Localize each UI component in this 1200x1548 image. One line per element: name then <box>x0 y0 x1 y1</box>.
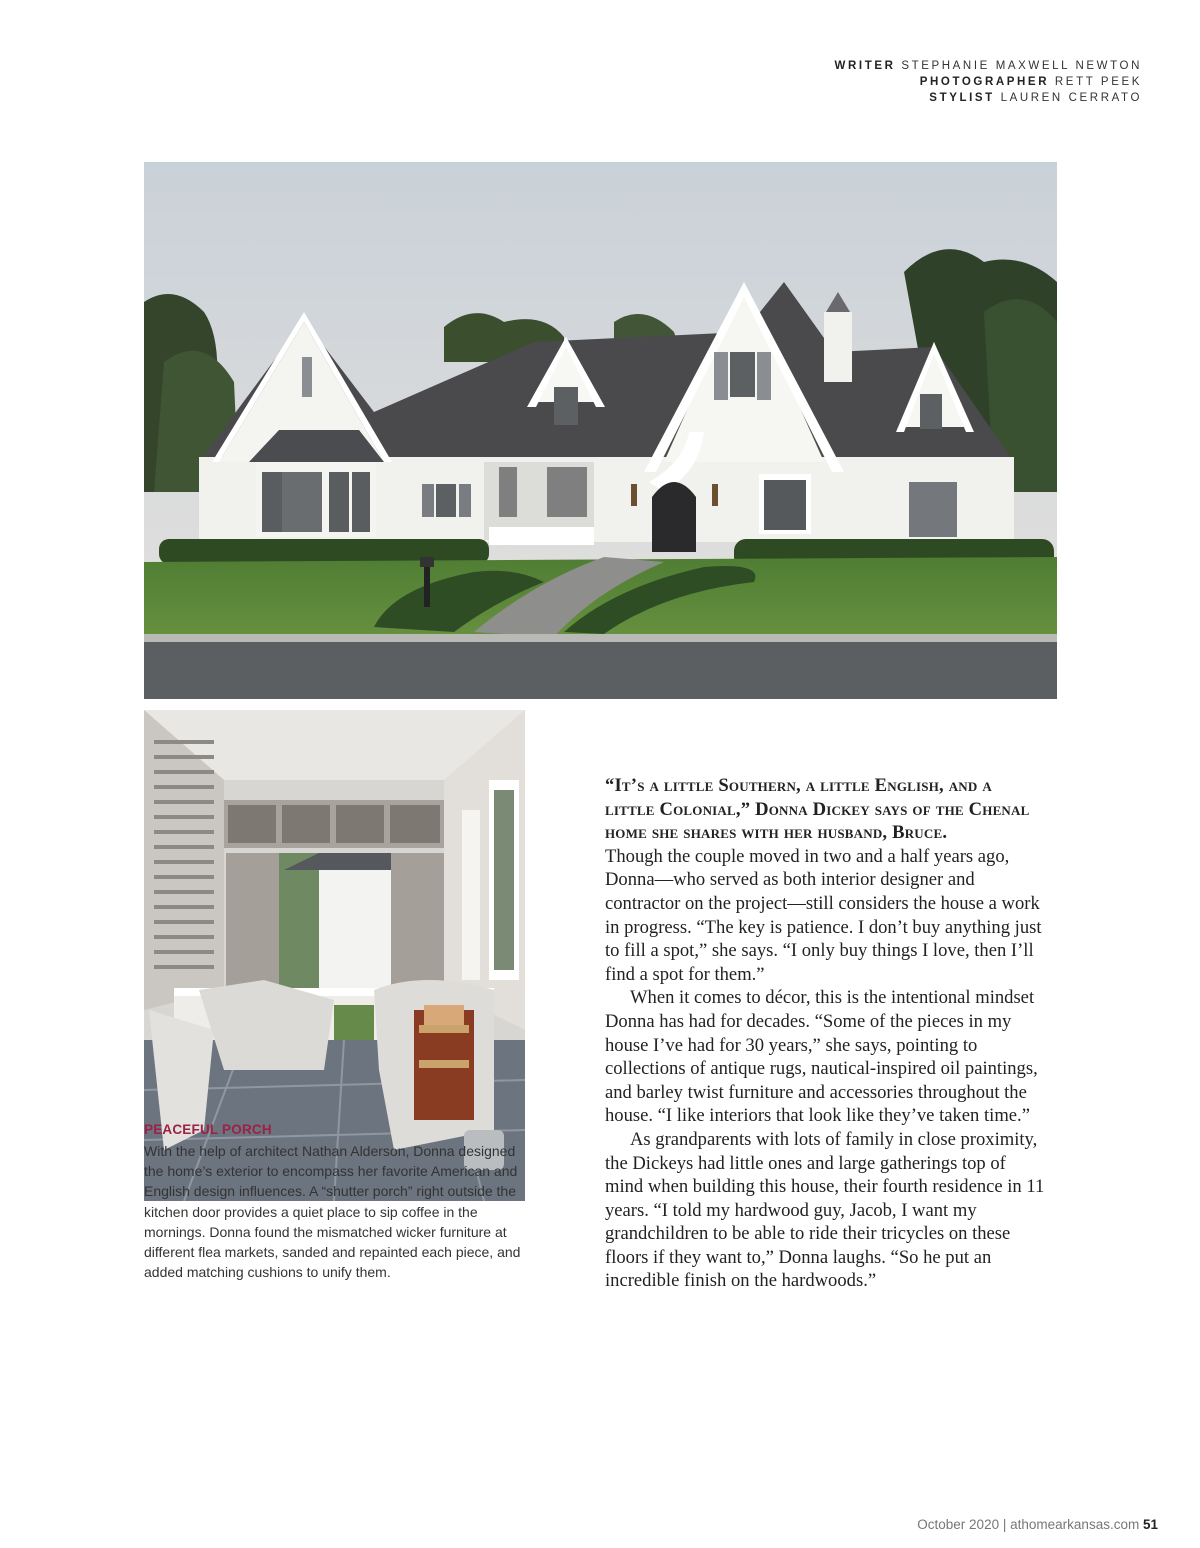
page-footer <box>917 1517 1158 1532</box>
stylist-label: STYLIST <box>929 92 995 104</box>
article-lead: “It’s a little Southern, a little English, and a little Colonial,” Donna Dickey says of the Chenal home she shares with her husband, Bruce. <box>605 775 1030 844</box>
footer-separator: | <box>1002 1517 1007 1532</box>
stylist-name: LAUREN CERRATO <box>1000 92 1142 104</box>
article-body <box>605 774 1045 1293</box>
caption-title: PEACEFUL PORCH <box>144 1122 272 1137</box>
photo-credits <box>835 58 1142 106</box>
article-paragraph: Though the couple moved in two and a half years ago, Donna—who served as both interior designer and contractor on the project—still considers the house a work in progress. “The key is patience. I don’t buy anything just to fill a spot,” she says. “I only buy things I love, then I’ll find a spot for them.” <box>605 845 1042 985</box>
photographer-label: PHOTOGRAPHER <box>919 76 1050 88</box>
caption-body: With the help of architect Nathan Alderson, Donna designed the home’s exterior to encompass her favorite American and English design influences. A “shutter porch” right outside the kitchen door provides a quiet place to sip coffee in the mornings. Donna found the mismatched wicker furniture at different flea markets, sanded and repainted each piece, and added matching cushions to unify them. <box>144 1143 521 1281</box>
article-paragraph: As grandparents with lots of family in close proximity, the Dickeys had little ones and large gatherings top of mind when building this house, their fourth residence in 11 years. “I told my hardwood guy, Jacob, I want my grandchildren to be able to ride their tricycles on these floors if they want to,” Donna laughs. “So he put an incredible finish on the hardwoods.” <box>605 1128 1045 1292</box>
photographer-name: RETT PEEK <box>1054 76 1142 88</box>
issue-date: October 2020 <box>917 1517 1000 1532</box>
page-number: 51 <box>1142 1517 1158 1532</box>
website: athomearkansas.com <box>1010 1517 1140 1532</box>
writer-name: STEPHANIE MAXWELL NEWTON <box>901 60 1142 72</box>
writer-label: WRITER <box>834 60 896 72</box>
article-paragraph: When it comes to décor, this is the intentional mindset Donna has had for decades. “Some of the pieces in my house I’ve had for 30 years,” she says, pointing to collections of antique rugs, nautical-inspired oil paintings, and barley twist furniture and accessories throughout the house. “I like interiors that look like they’ve taken time.” <box>605 987 1038 1127</box>
house-exterior-photo <box>144 162 1057 699</box>
